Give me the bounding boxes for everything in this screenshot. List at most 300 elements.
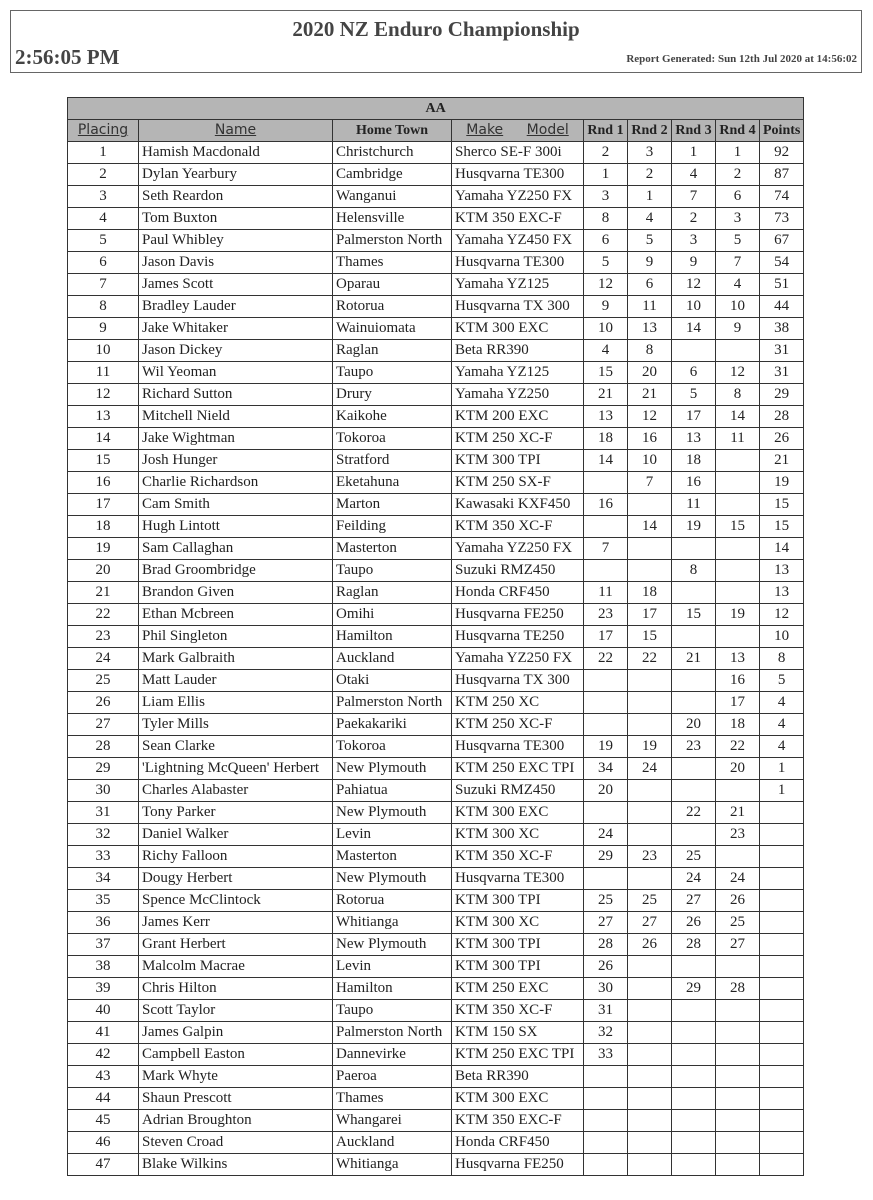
make-model-cell: KTM 300 XC [452,912,584,934]
rider-name-cell: Sean Clarke [139,736,333,758]
rider-name-cell: Tyler Mills [139,714,333,736]
round1-cell [584,692,628,714]
round4-cell [716,1088,760,1110]
placing-cell: 4 [68,208,139,230]
round2-cell: 7 [628,472,672,494]
round1-cell [584,1088,628,1110]
points-cell [760,978,804,1000]
points-cell [760,846,804,868]
table-row [68,142,804,164]
round3-cell: 7 [672,186,716,208]
round2-cell: 9 [628,252,672,274]
round1-cell: 5 [584,252,628,274]
make-model-cell: Yamaha YZ250 FX [452,538,584,560]
rider-name-cell: Brad Groombridge [139,560,333,582]
home-town-cell: Taupo [333,560,452,582]
placing-cell: 33 [68,846,139,868]
points-cell [760,912,804,934]
make-model-cell: Husqvarna TE300 [452,164,584,186]
round4-cell: 24 [716,868,760,890]
round4-cell: 12 [716,362,760,384]
points-cell [760,1154,804,1176]
table-row [68,604,804,626]
round3-cell: 6 [672,362,716,384]
round4-cell [716,626,760,648]
placing-cell: 46 [68,1132,139,1154]
round1-cell: 21 [584,384,628,406]
rider-name-cell: Dougy Herbert [139,868,333,890]
report-header [10,10,862,73]
round2-cell [628,780,672,802]
placing-cell: 41 [68,1022,139,1044]
home-town-cell: Hamilton [333,626,452,648]
table-row [68,538,804,560]
table-row [68,1154,804,1176]
rider-name-cell: Liam Ellis [139,692,333,714]
rider-name-cell: Mark Galbraith [139,648,333,670]
round4-cell: 19 [716,604,760,626]
points-cell: 28 [760,406,804,428]
round2-cell [628,560,672,582]
round4-cell: 20 [716,758,760,780]
placing-cell: 13 [68,406,139,428]
points-cell: 15 [760,494,804,516]
make-model-cell: KTM 250 SX-F [452,472,584,494]
home-town-cell: Rotorua [333,890,452,912]
placing-cell: 40 [68,1000,139,1022]
points-cell [760,802,804,824]
round2-cell: 20 [628,362,672,384]
sort-name-header[interactable] [139,120,333,142]
rider-name-cell: Dylan Yearbury [139,164,333,186]
round4-cell [716,494,760,516]
table-row [68,230,804,252]
home-town-cell: New Plymouth [333,758,452,780]
round1-cell: 13 [584,406,628,428]
table-row [68,582,804,604]
points-cell: 13 [760,582,804,604]
round1-cell: 34 [584,758,628,780]
home-town-cell: New Plymouth [333,802,452,824]
round4-cell: 5 [716,230,760,252]
make-sort-link[interactable]: Make [466,122,504,138]
table-row [68,1000,804,1022]
home-town-cell: Auckland [333,1132,452,1154]
home-town-cell: Taupo [333,1000,452,1022]
round3-cell [672,1088,716,1110]
table-row [68,1088,804,1110]
home-town-cell: Christchurch [333,142,452,164]
class-group-header: AA [68,98,804,120]
round3-cell: 11 [672,494,716,516]
round3-cell: 4 [672,164,716,186]
make-model-cell: Husqvarna TE300 [452,252,584,274]
points-cell [760,824,804,846]
make-model-cell: KTM 350 EXC-F [452,208,584,230]
make-model-cell: KTM 250 XC-F [452,714,584,736]
round3-cell [672,1132,716,1154]
placing-cell: 38 [68,956,139,978]
rider-name-cell: Steven Croad [139,1132,333,1154]
table-row [68,252,804,274]
round3-cell: 14 [672,318,716,340]
placing-cell: 43 [68,1066,139,1088]
placing-cell: 28 [68,736,139,758]
round4-cell [716,1066,760,1088]
make-model-cell: Beta RR390 [452,340,584,362]
round1-cell [584,1066,628,1088]
round2-cell: 24 [628,758,672,780]
round2-cell: 1 [628,186,672,208]
placing-cell: 19 [68,538,139,560]
make-model-cell: Husqvarna TX 300 [452,670,584,692]
table-row [68,406,804,428]
make-model-cell: KTM 250 XC-F [452,428,584,450]
placing-cell: 9 [68,318,139,340]
round3-cell [672,956,716,978]
make-model-cell: Honda CRF450 [452,1132,584,1154]
round2-cell: 17 [628,604,672,626]
make-model-cell: Suzuki RMZ450 [452,780,584,802]
round2-cell: 25 [628,890,672,912]
round3-cell [672,1066,716,1088]
points-cell: 14 [760,538,804,560]
placing-cell: 18 [68,516,139,538]
round2-cell [628,1000,672,1022]
rider-name-cell: Grant Herbert [139,934,333,956]
table-row [68,648,804,670]
home-town-cell: Stratford [333,450,452,472]
home-town-cell: Palmerston North [333,230,452,252]
round1-cell: 31 [584,1000,628,1022]
round1-cell: 30 [584,978,628,1000]
round2-cell [628,692,672,714]
round3-cell [672,1022,716,1044]
home-town-cell: Raglan [333,582,452,604]
round3-cell: 19 [672,516,716,538]
table-row [68,714,804,736]
round2-cell: 6 [628,274,672,296]
table-row [68,934,804,956]
round1-cell: 25 [584,890,628,912]
round1-cell [584,1154,628,1176]
round1-cell: 16 [584,494,628,516]
rider-name-cell: James Scott [139,274,333,296]
round2-cell [628,1154,672,1176]
round3-cell [672,780,716,802]
table-row [68,670,804,692]
round3-cell: 17 [672,406,716,428]
round4-cell [716,582,760,604]
table-row [68,362,804,384]
round3-cell: 21 [672,648,716,670]
points-cell: 4 [760,736,804,758]
round3-cell: 23 [672,736,716,758]
sort-placing-header[interactable] [68,120,139,142]
points-header: Points [760,120,804,142]
rnd1-header: Rnd 1 [584,120,628,142]
placing-cell: 6 [68,252,139,274]
round1-cell [584,670,628,692]
results-body [68,142,804,1176]
make-model-cell: KTM 350 XC-F [452,846,584,868]
round4-cell: 3 [716,208,760,230]
report-generated-timestamp: Report Generated: Sun 12th Jul 2020 at 14:56:02 [626,53,857,65]
round4-cell: 26 [716,890,760,912]
round3-cell: 25 [672,846,716,868]
rider-name-cell: Ethan Mcbreen [139,604,333,626]
home-town-cell: Pahiatua [333,780,452,802]
round2-cell [628,1088,672,1110]
placing-cell: 23 [68,626,139,648]
round4-cell: 6 [716,186,760,208]
make-model-cell: KTM 300 XC [452,824,584,846]
points-cell: 5 [760,670,804,692]
round4-cell: 25 [716,912,760,934]
round2-cell [628,1132,672,1154]
placing-cell: 42 [68,1044,139,1066]
points-cell [760,868,804,890]
points-cell [760,934,804,956]
home-town-cell: Wainuiomata [333,318,452,340]
round4-cell: 21 [716,802,760,824]
round2-cell [628,538,672,560]
table-row [68,1044,804,1066]
round3-cell: 8 [672,560,716,582]
home-town-cell: Omihi [333,604,452,626]
round4-cell [716,780,760,802]
round3-cell: 5 [672,384,716,406]
round4-cell [716,1022,760,1044]
round1-cell [584,560,628,582]
placing-cell: 24 [68,648,139,670]
round3-cell: 28 [672,934,716,956]
round3-cell: 22 [672,802,716,824]
make-model-cell: KTM 300 EXC [452,1088,584,1110]
round3-cell [672,1000,716,1022]
round1-cell: 22 [584,648,628,670]
round2-cell: 27 [628,912,672,934]
round1-cell: 15 [584,362,628,384]
table-row [68,1022,804,1044]
placing-cell: 16 [68,472,139,494]
make-model-cell: Yamaha YZ125 [452,362,584,384]
round4-cell: 4 [716,274,760,296]
round1-cell: 23 [584,604,628,626]
round1-cell: 3 [584,186,628,208]
points-cell [760,1132,804,1154]
table-row [68,164,804,186]
round4-cell: 8 [716,384,760,406]
rider-name-cell: James Galpin [139,1022,333,1044]
home-town-cell: Whangarei [333,1110,452,1132]
rider-name-cell: Shaun Prescott [139,1088,333,1110]
placing-cell: 35 [68,890,139,912]
table-row [68,912,804,934]
rider-name-cell: Paul Whibley [139,230,333,252]
home-town-cell: Wanganui [333,186,452,208]
home-town-cell: Whitianga [333,1154,452,1176]
home-town-cell: Tokoroa [333,428,452,450]
round3-cell [672,626,716,648]
points-cell: 8 [760,648,804,670]
home-town-cell: Levin [333,824,452,846]
round4-cell [716,1000,760,1022]
make-model-cell: KTM 300 EXC [452,802,584,824]
rider-name-cell: Jake Whitaker [139,318,333,340]
rider-name-cell: Seth Reardon [139,186,333,208]
round2-cell: 3 [628,142,672,164]
round3-cell: 27 [672,890,716,912]
home-town-cell: Masterton [333,846,452,868]
placing-cell: 25 [68,670,139,692]
round3-cell: 15 [672,604,716,626]
make-model-cell: Yamaha YZ250 FX [452,648,584,670]
round3-cell: 20 [672,714,716,736]
points-cell [760,1022,804,1044]
points-cell: 12 [760,604,804,626]
rider-name-cell: Jason Davis [139,252,333,274]
round1-cell [584,868,628,890]
make-model-cell: KTM 250 EXC TPI [452,758,584,780]
round4-cell: 14 [716,406,760,428]
placing-cell: 5 [68,230,139,252]
points-cell: 4 [760,692,804,714]
model-sort-link[interactable]: Model [526,122,569,138]
table-row [68,846,804,868]
home-town-cell: Palmerston North [333,692,452,714]
make-model-cell: Beta RR390 [452,1066,584,1088]
placing-cell: 31 [68,802,139,824]
points-cell: 4 [760,714,804,736]
round1-cell: 10 [584,318,628,340]
round4-cell [716,1110,760,1132]
round1-cell: 32 [584,1022,628,1044]
rider-name-cell: 'Lightning McQueen' Herbert [139,758,333,780]
placing-cell: 39 [68,978,139,1000]
round2-cell [628,802,672,824]
placing-cell: 37 [68,934,139,956]
round1-cell: 26 [584,956,628,978]
home-town-cell: Whitianga [333,912,452,934]
placing-cell: 2 [68,164,139,186]
rnd2-header: Rnd 2 [628,120,672,142]
placing-cell: 3 [68,186,139,208]
rnd4-header: Rnd 4 [716,120,760,142]
round1-cell: 29 [584,846,628,868]
make-model-cell: KTM 300 TPI [452,934,584,956]
round3-cell: 26 [672,912,716,934]
make-model-cell: KTM 300 TPI [452,956,584,978]
round1-cell: 17 [584,626,628,648]
points-cell: 21 [760,450,804,472]
make-model-cell: Husqvarna TE250 [452,626,584,648]
rider-name-cell: Scott Taylor [139,1000,333,1022]
round2-cell: 5 [628,230,672,252]
rider-name-cell: Matt Lauder [139,670,333,692]
points-cell: 10 [760,626,804,648]
round3-cell: 9 [672,252,716,274]
round2-cell: 15 [628,626,672,648]
round2-cell [628,1022,672,1044]
round2-cell [628,868,672,890]
placing-cell: 27 [68,714,139,736]
home-town-cell: Kaikohe [333,406,452,428]
rider-name-cell: Cam Smith [139,494,333,516]
round2-cell [628,1044,672,1066]
round1-cell: 24 [584,824,628,846]
round3-cell [672,824,716,846]
points-cell: 29 [760,384,804,406]
round2-cell [628,670,672,692]
rider-name-cell: Blake Wilkins [139,1154,333,1176]
round4-cell [716,846,760,868]
placing-cell: 14 [68,428,139,450]
table-row [68,450,804,472]
home-town-cell: Paeroa [333,1066,452,1088]
table-row [68,274,804,296]
make-model-cell: KTM 300 TPI [452,890,584,912]
points-cell: 73 [760,208,804,230]
rider-name-cell: James Kerr [139,912,333,934]
round2-cell: 19 [628,736,672,758]
make-model-cell: Suzuki RMZ450 [452,560,584,582]
rider-name-cell: Wil Yeoman [139,362,333,384]
points-cell: 67 [760,230,804,252]
table-row [68,384,804,406]
home-town-cell: Feilding [333,516,452,538]
round1-cell: 12 [584,274,628,296]
placing-cell: 1 [68,142,139,164]
round2-cell [628,824,672,846]
round3-cell: 10 [672,296,716,318]
table-row [68,802,804,824]
round4-cell: 2 [716,164,760,186]
rider-name-cell: Tom Buxton [139,208,333,230]
points-cell: 74 [760,186,804,208]
make-model-cell: KTM 350 XC-F [452,516,584,538]
round2-cell: 13 [628,318,672,340]
make-model-cell: KTM 250 EXC TPI [452,1044,584,1066]
rider-name-cell: Malcolm Macrae [139,956,333,978]
home-town-cell: Paekakariki [333,714,452,736]
placing-cell: 34 [68,868,139,890]
placing-cell: 29 [68,758,139,780]
home-town-cell: Thames [333,252,452,274]
placing-cell: 22 [68,604,139,626]
rider-name-cell: Charles Alabaster [139,780,333,802]
placing-sort-link[interactable]: Placing [77,122,129,138]
table-row [68,186,804,208]
rider-name-cell: Jake Wightman [139,428,333,450]
points-cell [760,1088,804,1110]
rider-name-cell: Phil Singleton [139,626,333,648]
home-town-cell: Tokoroa [333,736,452,758]
round2-cell: 11 [628,296,672,318]
round2-cell: 14 [628,516,672,538]
table-row [68,472,804,494]
round3-cell [672,538,716,560]
round1-cell: 28 [584,934,628,956]
placing-cell: 7 [68,274,139,296]
table-row [68,1132,804,1154]
home-town-cell: Helensville [333,208,452,230]
make-model-cell: Husqvarna FE250 [452,604,584,626]
name-sort-link[interactable]: Name [214,122,257,138]
round3-cell: 29 [672,978,716,1000]
home-town-cell: Rotorua [333,296,452,318]
make-model-cell: Husqvarna TE300 [452,736,584,758]
